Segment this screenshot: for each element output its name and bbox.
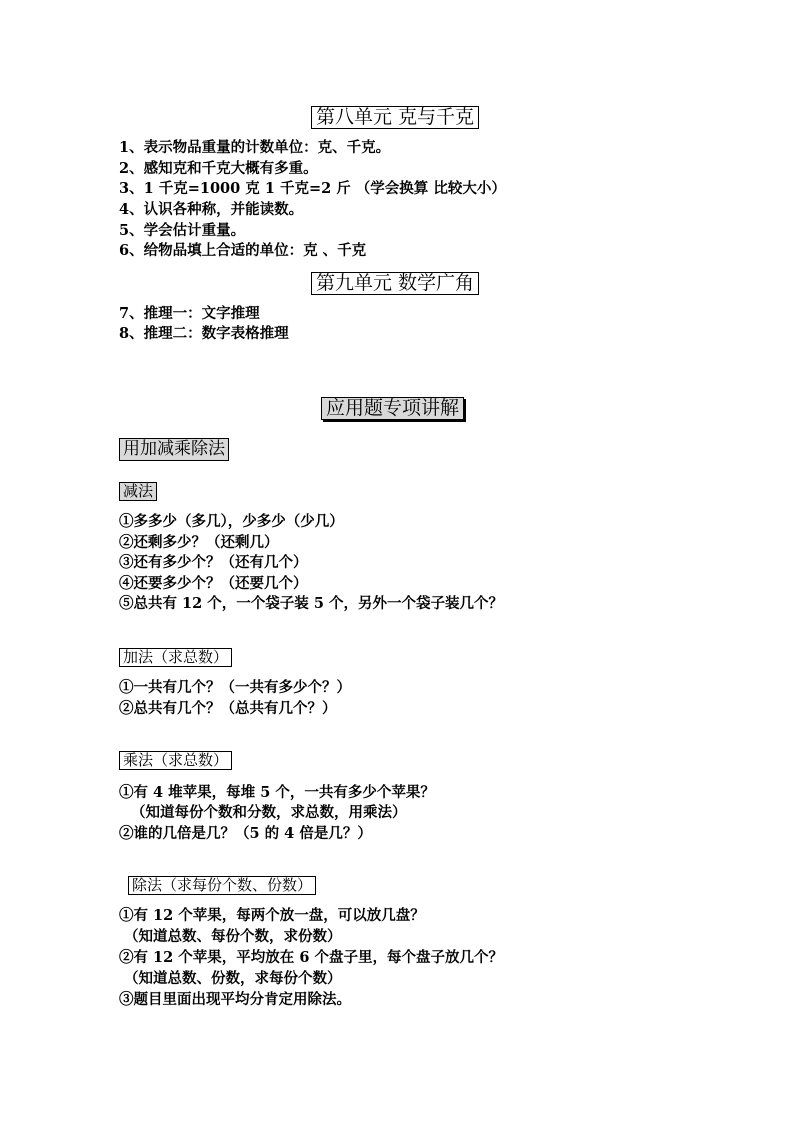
applied-title: 应用题专项讲解 [321,397,464,420]
unit9-item-7: 7、推理一：文字推理 [119,305,260,322]
unit8-title: 第八单元 克与千克 [311,106,479,129]
division-title: 除法（求每份个数、份数） [128,876,316,895]
unit8-item-4: 4、认识各种称，并能读数。 [119,201,304,218]
division-item-2-note: （知道总数、份数，求每份个数） [124,970,342,987]
unit8-item-1: 1、表示物品重量的计数单位：克、千克。 [119,139,391,156]
unit9-title: 第九单元 数学广角 [311,272,479,295]
applied-subtitle: 用加减乘除法 [119,438,229,461]
unit8-item-6: 6、给物品填上合适的单位：克 、千克 [119,242,367,259]
subtraction-item-3: ③还有多少个？（还有几个） [119,554,308,571]
multiplication-item-2: ②谁的几倍是几？（5 的 4 倍是几？） [119,825,372,842]
subtraction-item-5: ⑤总共有 12 个，一个袋子装 5 个，另外一个袋子装几个？ [119,595,503,612]
subtraction-item-1: ①多多少（多几），少多少（少几） [119,513,344,530]
division-item-1: ①有 12 个苹果，每两个放一盘，可以放几盘？ [119,907,425,924]
unit8-item-5: 5、学会估计重量。 [119,222,246,239]
unit8-item-3: 3、1 千克=1000 克 1 千克=2 斤 （学会换算 比较大小） [119,180,506,197]
addition-item-1: ①一共有几个？（一共有多少个？） [119,679,351,696]
subtraction-item-4: ④还要多少个？（还要几个） [119,575,308,592]
addition-item-2: ②总共有几个？（总共有几个？） [119,700,337,717]
multiplication-item-1-note: （知道每份个数和分数，求总数，用乘法） [131,804,407,821]
unit9-item-8: 8、推理二：数字表格推理 [119,325,289,342]
multiplication-item-1: ①有 4 堆苹果，每堆 5 个，一共有多少个苹果？ [119,784,435,801]
division-item-1-note: （知道总数、每份个数，求份数） [124,928,342,945]
unit8-item-2: 2、感知克和千克大概有多重。 [119,160,318,177]
subtraction-title: 减法 [119,482,157,501]
division-item-2: ②有 12 个苹果，平均放在 6 个盘子里，每个盘子放几个？ [119,949,503,966]
multiplication-title: 乘法（求总数） [119,751,232,770]
subtraction-item-2: ②还剩多少？（还剩几） [119,534,279,551]
addition-title: 加法（求总数） [119,648,232,667]
division-item-3: ③题目里面出现平均分肯定用除法。 [119,991,351,1008]
